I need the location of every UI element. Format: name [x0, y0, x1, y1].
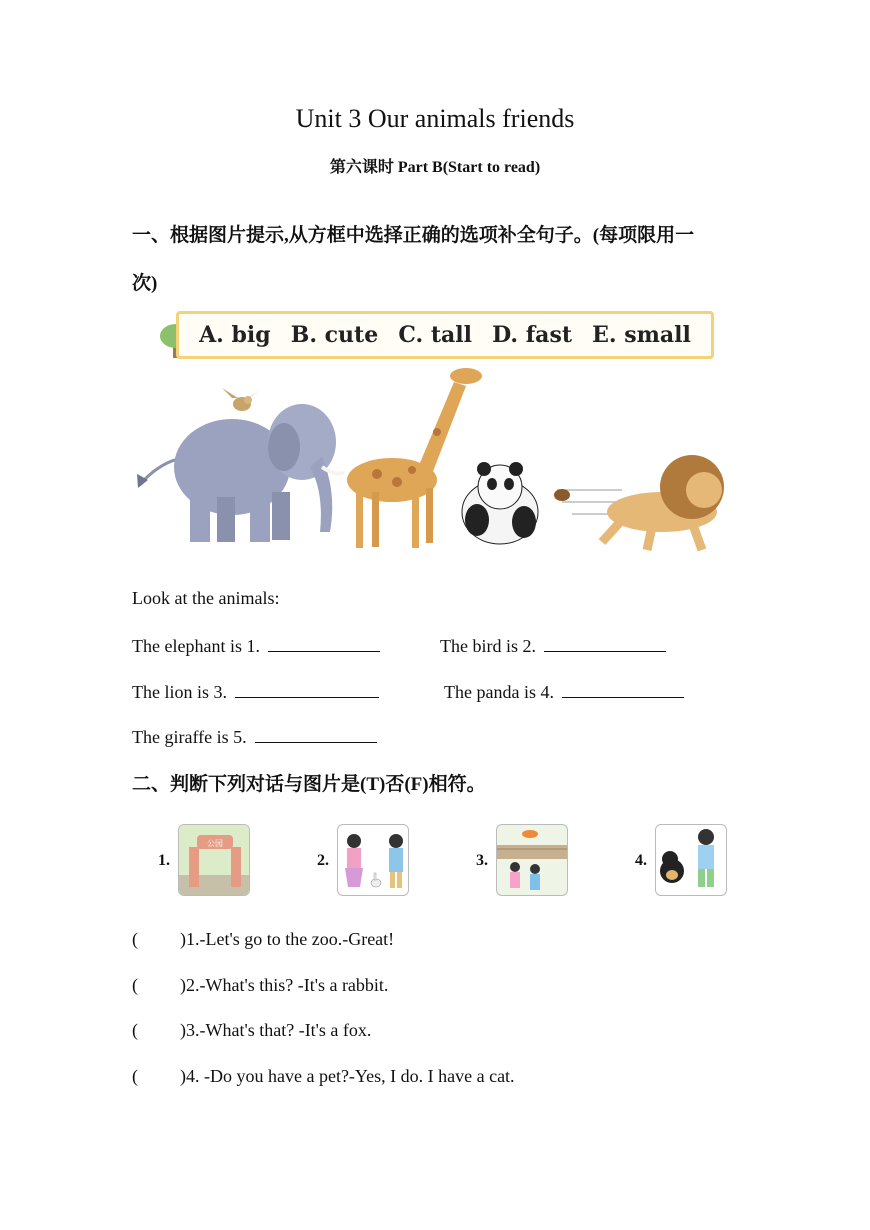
fox-fence-icon: [497, 825, 567, 895]
picture-2: [337, 824, 409, 896]
sentence-2: [440, 633, 666, 657]
sentence-text: The bird is 2.: [440, 636, 536, 656]
lion-image: [554, 455, 724, 550]
tf-item-text: )2.-What's this? -It's a rabbit.: [180, 975, 389, 995]
picture-3: [496, 824, 568, 896]
picture-label-2: 2.: [317, 852, 329, 869]
tf-item-1: [132, 929, 394, 950]
answer-blank[interactable]: [255, 724, 377, 743]
bird-image: [222, 388, 260, 411]
tf-item-3: [132, 1020, 371, 1041]
answer-blank[interactable]: [544, 633, 666, 652]
sentence-text: The lion is 3.: [132, 682, 227, 702]
sentence-text: The panda is 4.: [444, 682, 554, 702]
option-c: C. tall: [398, 322, 472, 348]
sentence-4: [444, 679, 684, 703]
tf-item-text: )3.-What's that? -It's a fox.: [180, 1020, 372, 1040]
sentence-5: [132, 724, 377, 748]
sentence-1: [132, 633, 380, 657]
paren-open: (: [132, 1066, 138, 1086]
section1-heading-cont: 次): [132, 273, 158, 294]
tf-item-text: )1.-Let's go to the zoo.-Great!: [180, 929, 395, 949]
picture-4: [655, 824, 727, 896]
tf-item-2: [132, 975, 388, 996]
tf-item-text: )4. -Do you have a pet?-Yes, I do. I have a cat.: [180, 1066, 515, 1086]
kids-rabbit-icon: [338, 825, 408, 895]
sentence-3: [132, 679, 379, 703]
option-d: D. fast: [492, 322, 572, 348]
sentence-text: The giraffe is 5.: [132, 727, 247, 747]
answer-blank[interactable]: [562, 679, 684, 698]
option-a: A. big: [199, 322, 271, 348]
page-subtitle: 第六课时 Part B(Start to read): [329, 159, 541, 176]
paren-open: (: [132, 975, 138, 995]
word-bank-box: [176, 311, 714, 359]
look-intro: Look at the animals:: [132, 588, 280, 608]
picture-1: [178, 824, 250, 896]
boy-dog-icon: [656, 825, 726, 895]
page-title: Unit 3 Our animals friends: [295, 104, 575, 133]
picture-label-3: 3.: [476, 852, 488, 869]
section2-heading: 二、判断下列对话与图片是(T)否(F)相符。: [132, 774, 486, 795]
picture-label-4: 4.: [635, 852, 647, 869]
option-e: E. small: [592, 322, 691, 348]
elephant-image: [137, 404, 344, 542]
answer-blank[interactable]: [268, 633, 380, 652]
park-sign-text: 公园: [207, 839, 223, 848]
paren-open: (: [132, 1020, 138, 1040]
park-gate-icon: [179, 825, 249, 895]
section1-heading: 一、根据图片提示,从方框中选择正确的选项补全句子。(每项限用一: [132, 225, 695, 246]
giraffe-image: [347, 368, 482, 548]
sentence-text: The elephant is 1.: [132, 636, 260, 656]
option-b: B. cute: [290, 322, 379, 348]
panda-image: [462, 462, 538, 544]
tf-item-4: [132, 1066, 515, 1087]
animals-illustration: [132, 362, 732, 557]
paren-open: (: [132, 929, 138, 949]
picture-label-1: 1.: [158, 852, 170, 869]
answer-blank[interactable]: [235, 679, 379, 698]
